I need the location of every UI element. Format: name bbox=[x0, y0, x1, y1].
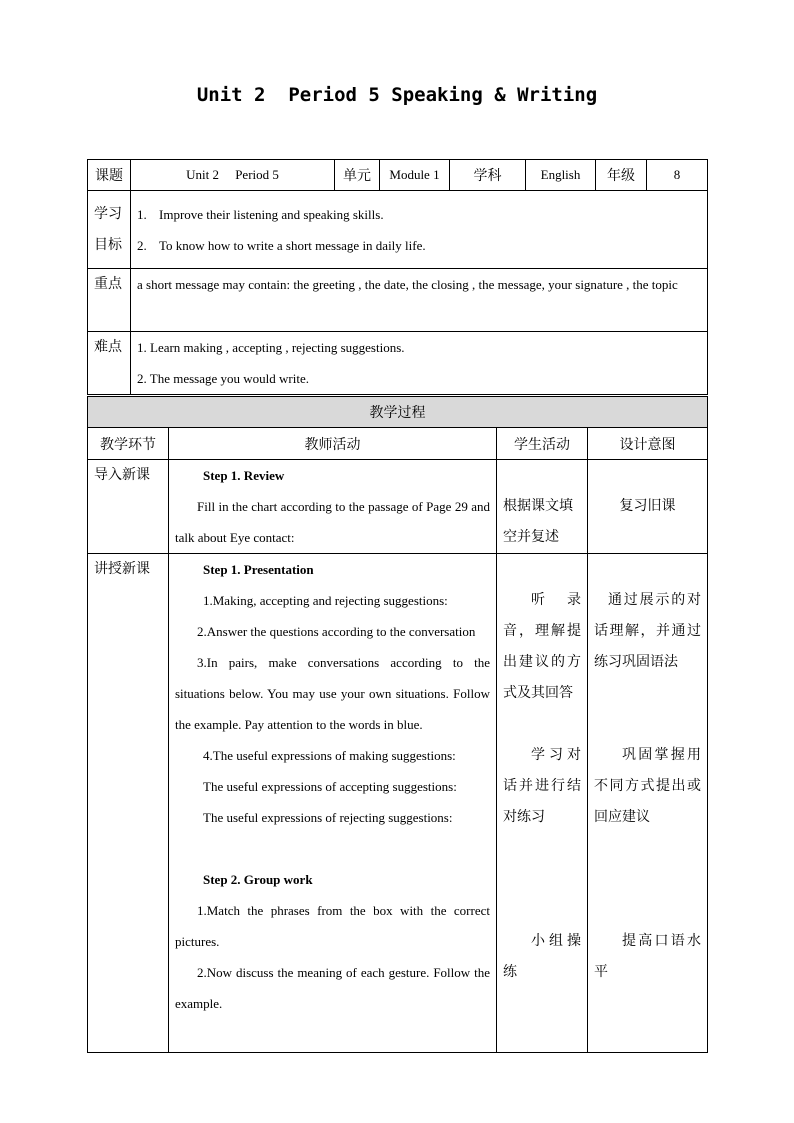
step1-item: The useful expressions of rejecting suggestions: bbox=[203, 810, 453, 825]
topic-value: Unit 2 Period 5 bbox=[131, 160, 335, 191]
step2-title: Step 2. Group work bbox=[203, 872, 313, 887]
key-points-label: 重点 bbox=[88, 269, 131, 332]
grade-value: 8 bbox=[647, 160, 708, 191]
goals-label: 学习 目标 bbox=[88, 191, 131, 269]
step2-item: 1.Match the phrases from the box with the correct pictures. bbox=[175, 903, 490, 949]
intro-step-title: Step 1. Review bbox=[203, 468, 285, 483]
key-points-text: a short message may contain: the greeting , the date, the closing , the message, your signature , the topic bbox=[131, 269, 708, 332]
step1-item: 3.In pairs, make conversations according to the situations below. You may use your own situations. Follow the example. Pay attention to the words in blue. bbox=[175, 655, 490, 732]
difficulty-item: 1. Learn making , accepting , rejecting suggestions. bbox=[137, 340, 405, 355]
student-activity-2: 学习对话并进行结对练习 bbox=[503, 747, 581, 825]
intro-purpose: 复习旧课 bbox=[588, 460, 708, 554]
intro-teacher-text: Fill in the chart according to the passage of Page 29 and talk about Eye contact: bbox=[175, 499, 490, 545]
step2-item: 2.Now discuss the meaning of each gesture. Follow the example. bbox=[175, 965, 490, 1011]
step1-item: 4.The useful expressions of making suggestions: bbox=[203, 748, 456, 763]
col-student: 学生活动 bbox=[497, 428, 588, 460]
topic-label: 课题 bbox=[88, 160, 131, 191]
col-purpose: 设计意图 bbox=[588, 428, 708, 460]
step1-item: 2.Answer the questions according to the conversation bbox=[197, 624, 476, 639]
subject-value: English bbox=[526, 160, 596, 191]
difficulties-label: 难点 bbox=[88, 332, 131, 395]
subject-label: 学科 bbox=[450, 160, 526, 191]
lesson-info-table bbox=[87, 159, 708, 395]
unit-value: Module 1 bbox=[380, 160, 450, 191]
grade-label: 年级 bbox=[596, 160, 647, 191]
intro-student: 根据课文填空并复述 bbox=[497, 460, 588, 554]
intro-teacher bbox=[169, 460, 497, 554]
col-teacher: 教师活动 bbox=[169, 428, 497, 460]
purpose-2: 巩固掌握用不同方式提出或回应建议 bbox=[594, 747, 701, 825]
teaching-process-table bbox=[87, 396, 708, 1053]
student-activity-3: 小组操练 bbox=[503, 933, 581, 980]
spacer bbox=[175, 833, 490, 864]
teaching-teacher bbox=[169, 554, 497, 1053]
student-activity-1: 听录音，理解提出建议的方式及其回答 bbox=[503, 592, 581, 701]
teaching-stage: 讲授新课 bbox=[88, 554, 169, 1053]
goals-content bbox=[131, 191, 708, 269]
purpose-1: 通过展示的对话理解，并通过练习巩固语法 bbox=[594, 592, 701, 670]
purpose-3: 提高口语水平 bbox=[594, 933, 701, 980]
process-header: 教学过程 bbox=[88, 397, 708, 428]
col-stage: 教学环节 bbox=[88, 428, 169, 460]
step1-item: The useful expressions of accepting suggestions: bbox=[203, 779, 457, 794]
difficulty-item: 2. The message you would write. bbox=[137, 371, 309, 386]
unit-label: 单元 bbox=[335, 160, 380, 191]
teaching-purpose bbox=[588, 554, 708, 1053]
step1-item: 1.Making, accepting and rejecting suggestions: bbox=[203, 593, 448, 608]
goal-item: 1. Improve their listening and speaking skills. bbox=[137, 207, 384, 222]
step1-title: Step 1. Presentation bbox=[203, 562, 314, 577]
difficulties-content bbox=[131, 332, 708, 395]
teaching-student bbox=[497, 554, 588, 1053]
page-title: Unit 2 Period 5 Speaking & Writing bbox=[196, 84, 598, 106]
intro-stage: 导入新课 bbox=[88, 460, 169, 554]
goal-item: 2. To know how to write a short message in daily life. bbox=[137, 238, 426, 253]
